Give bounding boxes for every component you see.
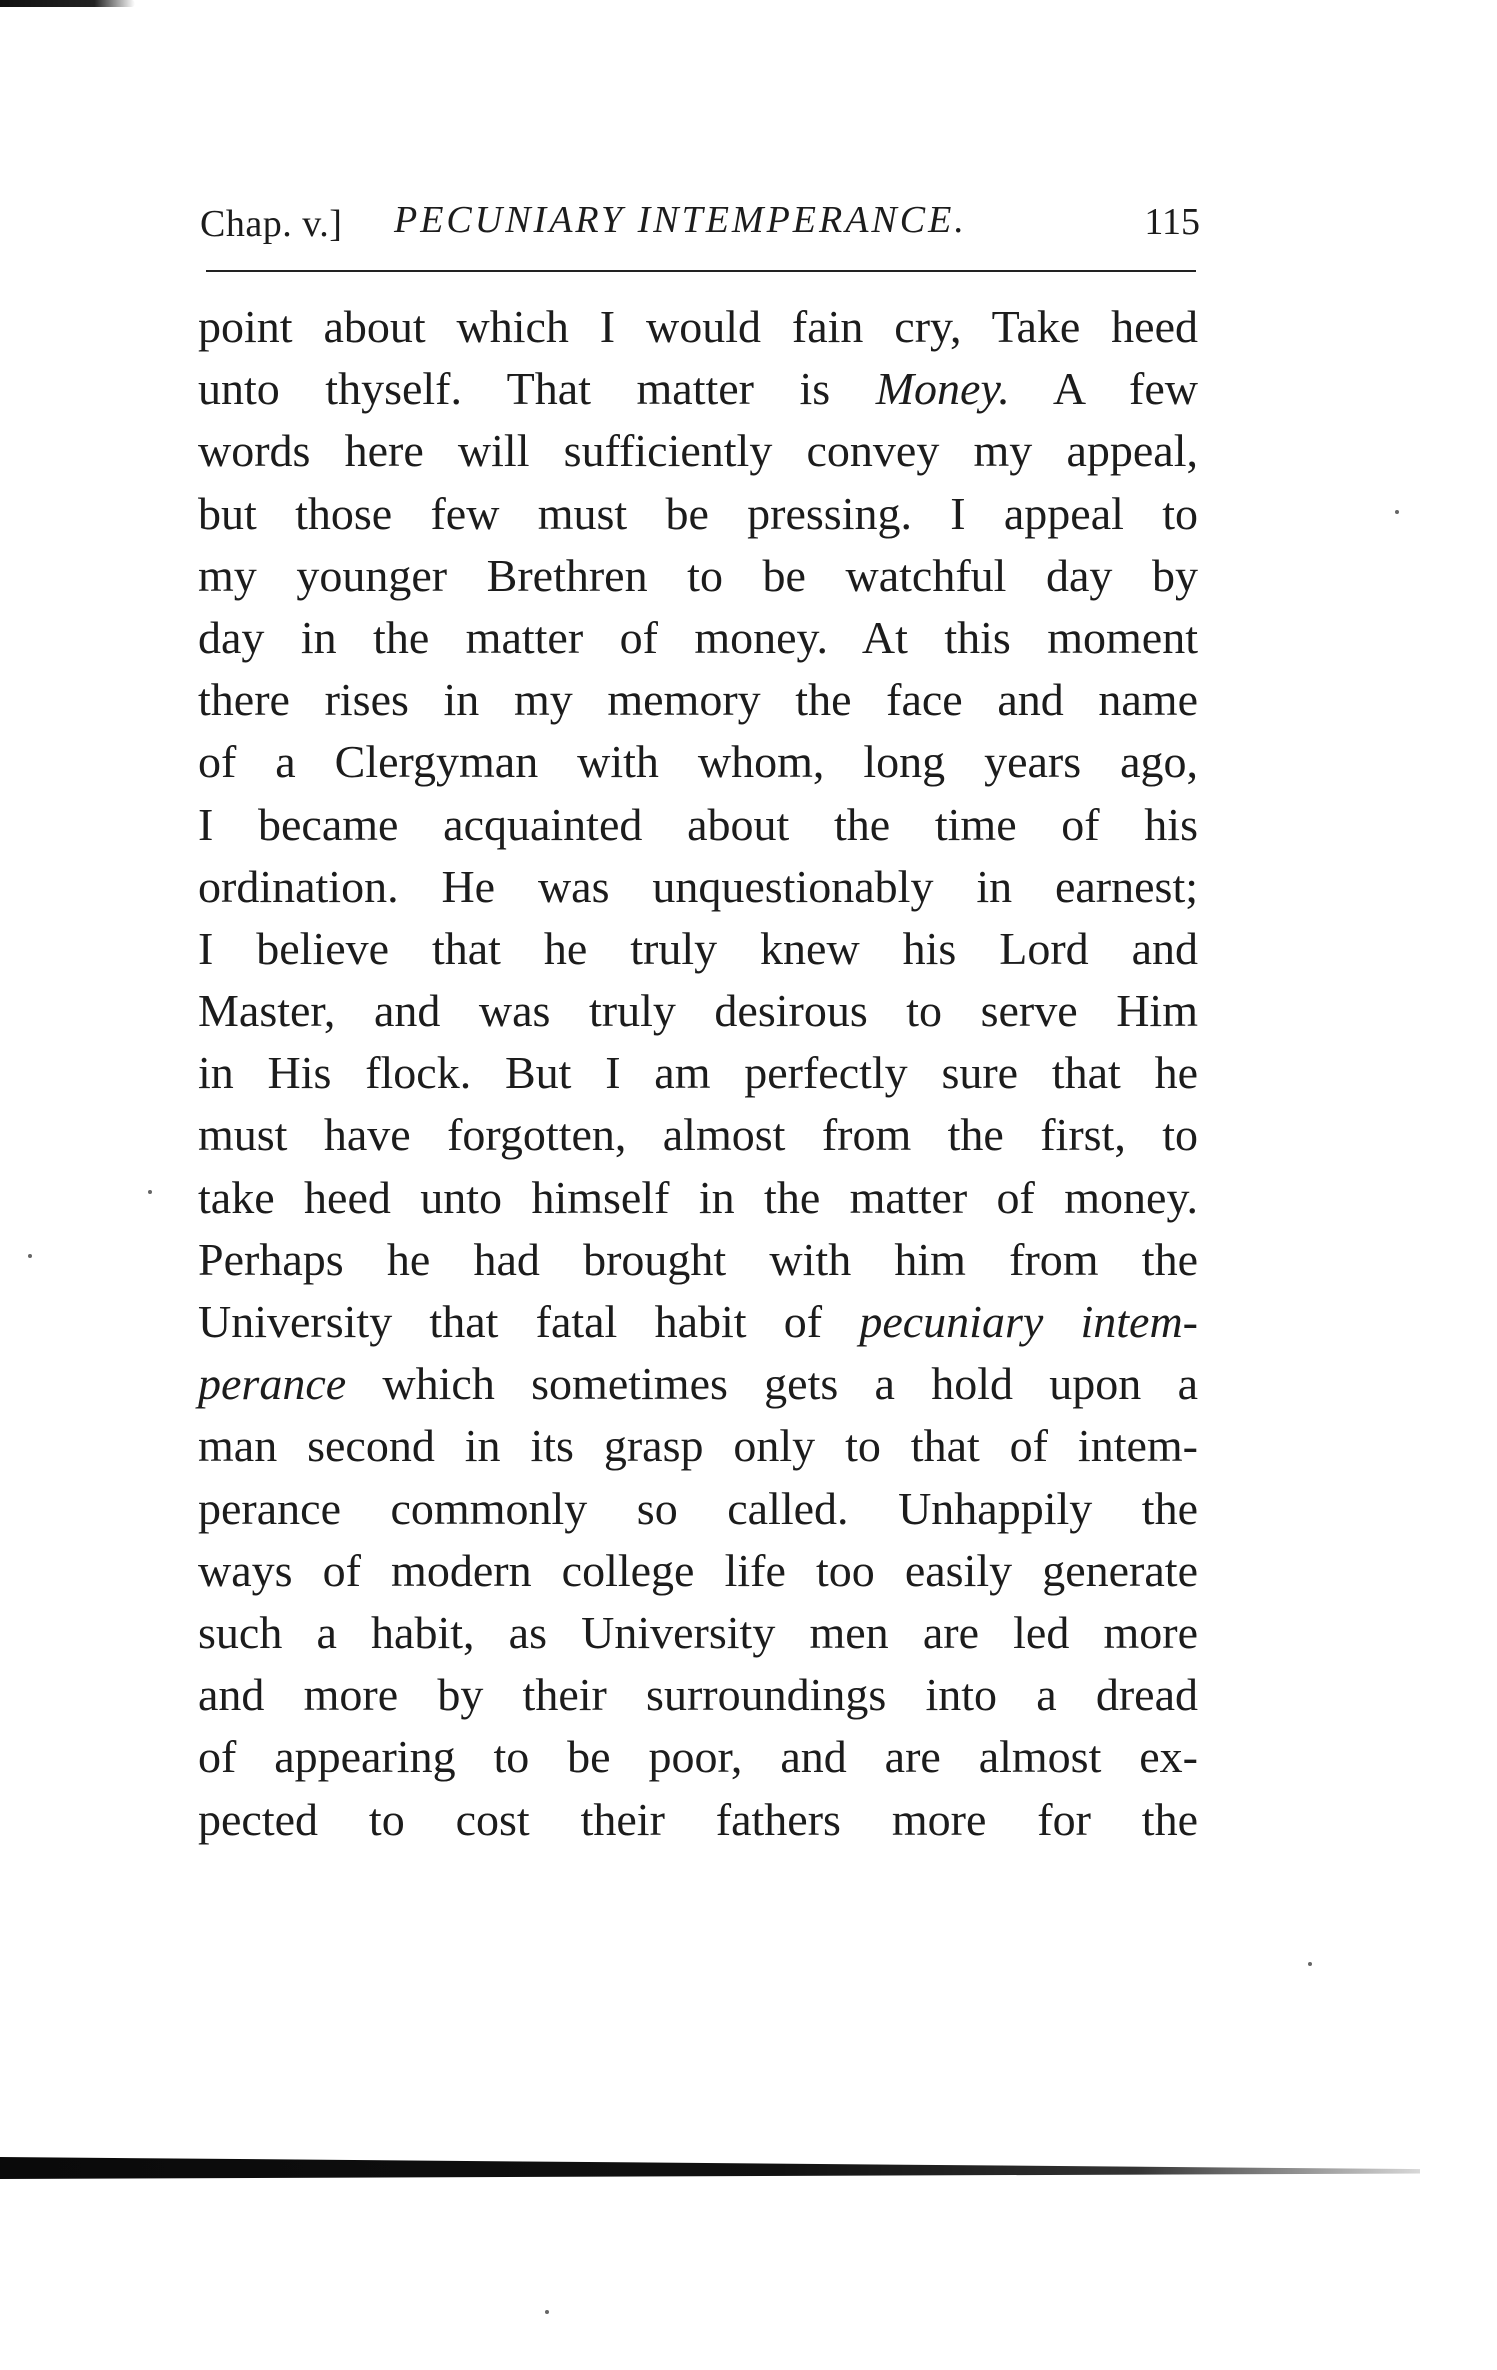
scan-edge-mark-top — [0, 0, 135, 7]
text-line — [198, 1540, 1198, 1602]
paper-speck — [545, 2310, 549, 2314]
text-line — [198, 1291, 1198, 1353]
text-run: must have forgotten, almost from the first, to — [198, 1109, 1198, 1161]
paper-speck — [1308, 1962, 1312, 1966]
text-run: perance commonly so called. Unhappily the — [198, 1482, 1198, 1534]
text-line — [198, 1602, 1198, 1664]
paper-speck — [28, 1254, 32, 1258]
text-run: of a Clergyman with whom, long years ago, — [198, 736, 1198, 788]
text-line — [198, 296, 1198, 358]
text-line — [198, 607, 1198, 669]
text-run: my younger Brethren to be watchful day by — [198, 549, 1198, 601]
text-line — [198, 1104, 1198, 1166]
text-line — [198, 1415, 1198, 1477]
paper-speck — [1395, 510, 1399, 514]
text-line — [198, 1229, 1198, 1291]
italic-text-run: pecuniary intem- — [859, 1296, 1199, 1347]
text-run: A few — [1009, 363, 1198, 415]
text-line — [198, 1042, 1198, 1104]
text-run: day in the matter of money. At this moment — [198, 611, 1198, 663]
text-run: but those few must be pressing. I appeal to — [198, 487, 1198, 539]
text-run: take heed unto himself in the matter of money. — [198, 1171, 1198, 1223]
text-line — [198, 980, 1198, 1042]
text-run: and more by their surroundings into a dread — [198, 1669, 1198, 1721]
paper-speck — [148, 1190, 152, 1194]
text-run: man second in its grasp only to that of intem- — [198, 1420, 1198, 1472]
text-line — [198, 358, 1198, 420]
chapter-label: Chap. v.] — [200, 203, 343, 245]
text-run: which sometimes gets a hold upon a — [346, 1358, 1198, 1410]
text-line — [198, 1478, 1198, 1540]
body-text — [198, 296, 1198, 1851]
text-line — [198, 856, 1198, 918]
running-head — [200, 188, 1200, 258]
italic-text-run: Money. — [875, 363, 1010, 415]
text-line — [198, 794, 1198, 856]
text-line — [198, 483, 1198, 545]
text-run: Perhaps he had brought with him from the — [198, 1233, 1198, 1285]
text-line — [198, 545, 1198, 607]
text-run: such a habit, as University men are led more — [198, 1606, 1198, 1658]
text-run: I believe that he truly knew his Lord and — [198, 922, 1198, 974]
text-line — [198, 420, 1198, 482]
page-number: 115 — [1144, 201, 1200, 243]
text-line — [198, 1664, 1198, 1726]
text-run: there rises in my memory the face and name — [198, 674, 1198, 726]
text-line — [198, 669, 1198, 731]
text-line — [198, 1726, 1198, 1788]
header-rule — [206, 270, 1196, 272]
italic-text-run: perance — [198, 1358, 347, 1410]
text-run: words here will sufficiently convey my appeal, — [198, 425, 1198, 477]
text-run: unto thyself. That matter is — [198, 363, 876, 415]
text-run: Master, and was truly desirous to serve Him — [198, 985, 1198, 1037]
text-run: ordination. He was unquestionably in earnest; — [198, 860, 1198, 912]
scan-edge-mark-bottom — [0, 2157, 1420, 2179]
text-line — [198, 1353, 1198, 1415]
text-run: ways of modern college life too easily generate — [198, 1544, 1198, 1596]
text-line — [198, 1167, 1198, 1229]
text-run: I became acquainted about the time of his — [198, 798, 1198, 850]
text-run: in His flock. But I am perfectly sure that he — [198, 1047, 1198, 1099]
text-run: pected to cost their fathers more for the — [198, 1793, 1198, 1845]
text-line — [198, 918, 1198, 980]
text-run: University that fatal habit of — [198, 1296, 860, 1347]
text-run: of appearing to be poor, and are almost ex- — [198, 1731, 1198, 1783]
text-line — [198, 1789, 1198, 1851]
running-title: PECUNIARY INTEMPERANCE. — [394, 199, 967, 241]
text-run: point about which I would fain cry, Take heed — [198, 301, 1198, 352]
text-line — [198, 731, 1198, 793]
